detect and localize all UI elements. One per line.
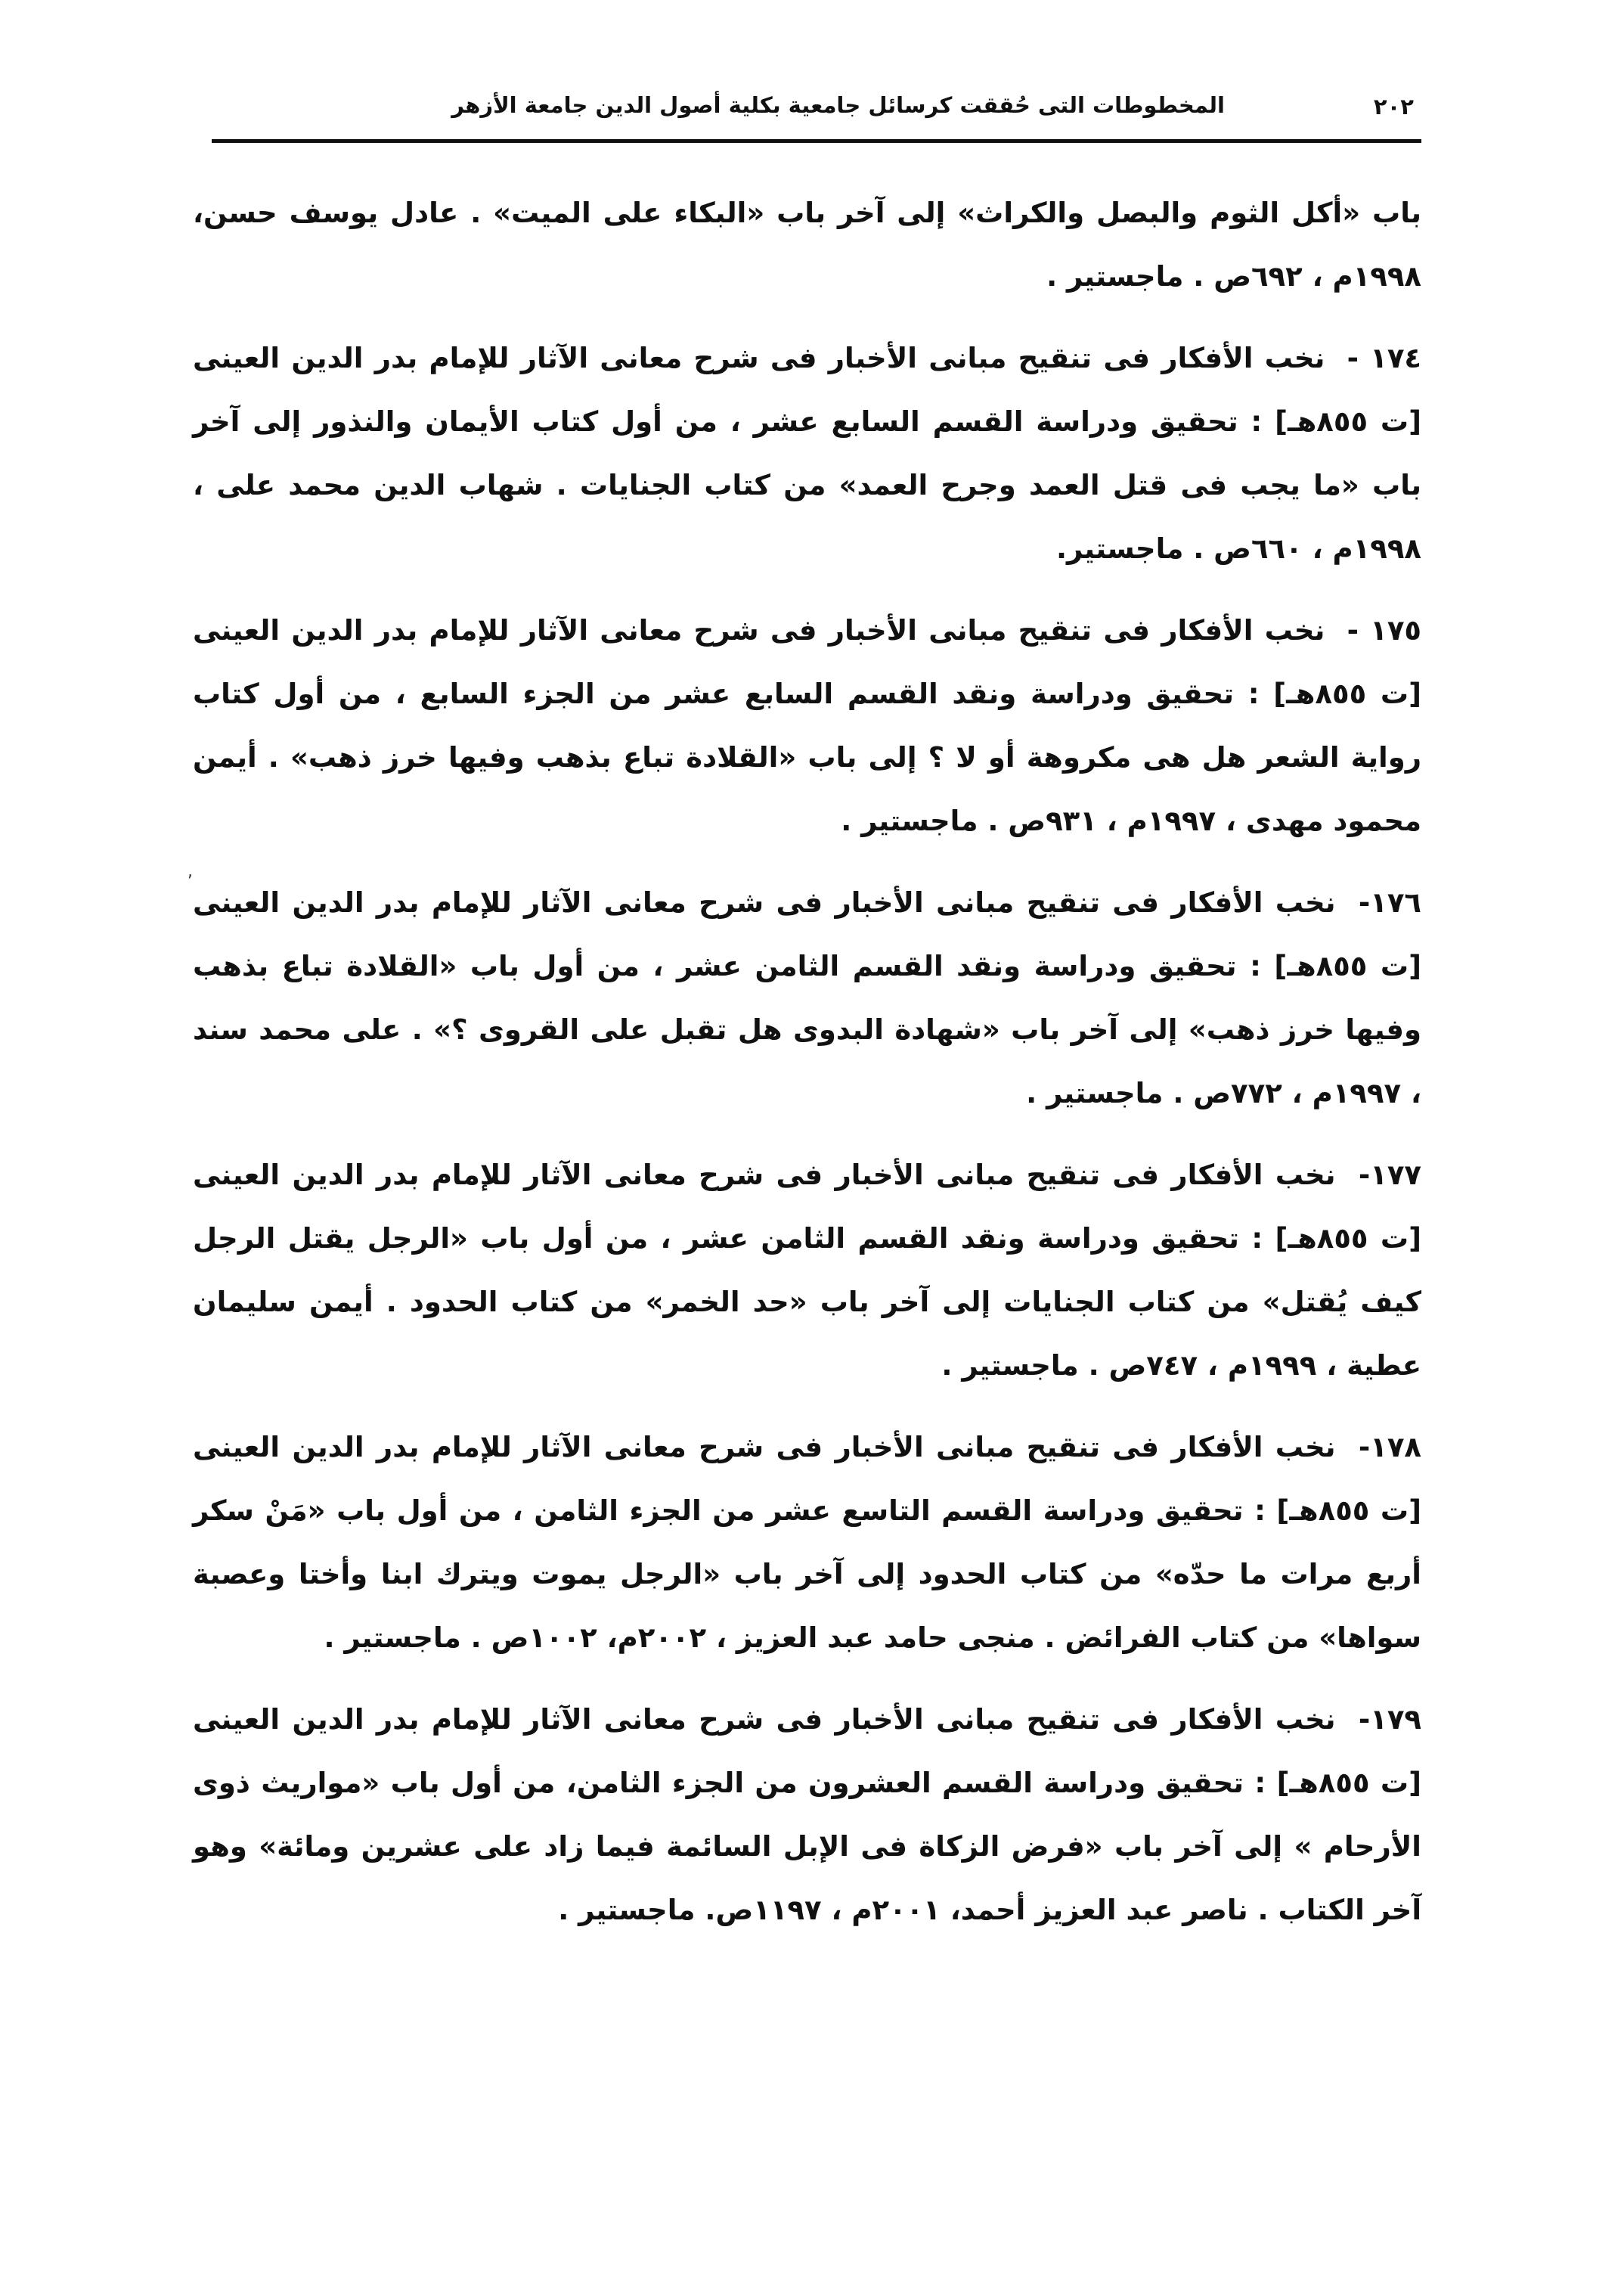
entry-number: ١٧٨- [1358, 1431, 1421, 1463]
margin-mark: , [188, 862, 193, 881]
entry-176 [193, 871, 1421, 1125]
entry-text: نخب الأفكار فى تنقيح مبانى الأخبار فى شرح معانى الآثار للإمام بدر الدين العينى [ت ٨٥٥هـ] : تحقيق ودراسة القسم السابع عشر ، من أول كتاب الأيمان والنذور إلى آخر باب «ما يجب فى قتل العمد وجرح العمد» من كتاب الجنايات . شهاب الدين محمد على ، ١٩٩٨م ، ٦٦٠ص . ماجستير. [193, 342, 1421, 565]
entry-text: نخب الأفكار فى تنقيح مبانى الأخبار فى شرح معانى الآثار للإمام بدر الدين العينى [ت ٨٥٥هـ] : تحقيق ودراسة ونقد القسم الثامن عشر ، من أول باب «الرجل يقتل الرجل كيف يُقتل» من كتاب الجنايات إلى آخر باب «حد الخمر» من كتاب الحدود . أيمن سليمان عطية ، ١٩٩٩م ، ٧٤٧ص . ماجستير . [193, 1159, 1421, 1382]
entry-179 [193, 1688, 1421, 1942]
entry-number: ١٧٦- [1358, 886, 1421, 919]
entry-number: ١٧٤ - [1347, 342, 1421, 374]
continuation-paragraph: باب «أكل الثوم والبصل والكراث» إلى آخر باب «البكاء على الميت» . عادل يوسف حسن، ١٩٩٨م ، ٦٩٢ص . ماجستير . [193, 197, 1421, 293]
entry-174 [193, 327, 1421, 581]
running-title: المخطوطات التى حُققت كرسائل جامعية بكلية أصول الدين جامعة الأزهر [451, 92, 1225, 118]
entry-number: ١٧٧- [1358, 1159, 1421, 1191]
entry-175 [193, 599, 1421, 853]
entry-text: نخب الأفكار فى تنقيح مبانى الأخبار فى شرح معانى الآثار للإمام بدر الدين العينى [ت ٨٥٥هـ] : تحقيق ودراسة القسم العشرون من الجزء الثامن، من أول باب «مواريث ذوى الأرحام » إلى آخر باب «فرض الزكاة فى الإبل السائمة فيما زاد على عشرين ومائة» وهو آخر الكتاب . ناصر عبد العزيز أحمد، ٢٠٠١م ، ١١٩٧ص. ماجستير . [193, 1703, 1421, 1926]
header-divider [212, 139, 1421, 143]
entry-177 [193, 1143, 1421, 1398]
entry-text: نخب الأفكار فى تنقيح مبانى الأخبار فى شرح معانى الآثار للإمام بدر الدين العينى [ت ٨٥٥هـ] : تحقيق ودراسة ونقد القسم الثامن عشر ، من أول باب «القلادة تباع بذهب وفيها خرز ذهب» إلى آخر باب «شهادة البدوى هل تقبل على القروى ؟» . على محمد سند ، ١٩٩٧م ، ٧٧٢ص . ماجستير . [193, 886, 1421, 1109]
entry-text: نخب الأفكار فى تنقيح مبانى الأخبار فى شرح معانى الآثار للإمام بدر الدين العينى [ت ٨٥٥هـ] : تحقيق ودراسة ونقد القسم السابع عشر من الجزء السابع ، من أول كتاب رواية الشعر هل هى مكروهة أو لا ؟ إلى باب «القلادة تباع بذهب وفيها خرز ذهب» . أيمن محمود مهدى ، ١٩٩٧م ، ٩٣١ص . ماجستير . [193, 614, 1421, 837]
page-number: ٢٠٢ [1373, 94, 1414, 119]
entry-number: ١٧٩- [1358, 1703, 1421, 1736]
entry-178 [193, 1416, 1421, 1670]
entry-text: نخب الأفكار فى تنقيح مبانى الأخبار فى شرح معانى الآثار للإمام بدر الدين العينى [ت ٨٥٥هـ] : تحقيق ودراسة القسم التاسع عشر من الجزء الثامن ، من أول باب «مَنْ سكر أربع مرات ما حدّه» من كتاب الحدود إلى آخر باب «الرجل يموت ويترك ابنا وأختا وعصبة سواها» من كتاب الفرائض . منجى حامد عبد العزيز ، ٢٠٠٢م، ١٠٠٢ص . ماجستير . [193, 1431, 1421, 1654]
body-text [193, 182, 1421, 1960]
entry-number: ١٧٥ - [1347, 614, 1421, 647]
